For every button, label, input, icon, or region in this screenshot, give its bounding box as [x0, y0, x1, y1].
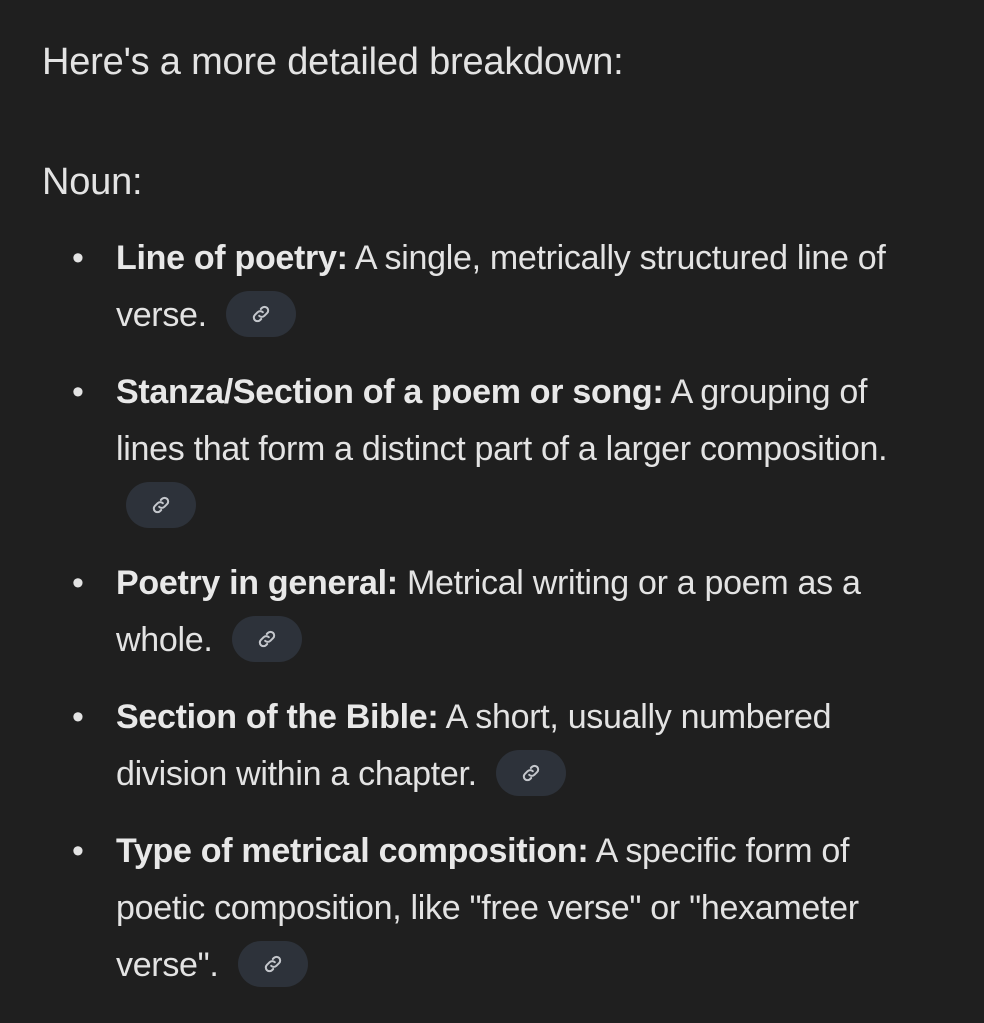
bullet: •	[72, 239, 84, 277]
definition-text: A single, metrically structured line of verse.	[116, 239, 886, 334]
definition-text: A short, usually numbered division within a chapter.	[116, 698, 832, 793]
bullet: •	[72, 373, 84, 411]
bullet: •	[72, 832, 84, 870]
list-item	[42, 364, 944, 535]
link-icon	[250, 303, 272, 325]
definition-term: Line of poetry:	[116, 239, 348, 277]
link-icon	[520, 762, 542, 784]
list-item	[42, 689, 944, 803]
citation-link-button[interactable]	[232, 616, 302, 662]
definition-text: Metrical writing or a poem as a whole.	[116, 564, 861, 659]
section-heading-noun: Noun:	[42, 161, 143, 203]
definition-term: Type of metrical composition:	[116, 832, 589, 870]
citation-link-button[interactable]	[126, 482, 196, 528]
link-icon	[262, 953, 284, 975]
definition-list	[42, 230, 944, 994]
link-icon	[150, 494, 172, 516]
bullet: •	[72, 698, 84, 736]
definition-term: Poetry in general:	[116, 564, 398, 602]
intro-text: Here's a more detailed breakdown:	[42, 41, 624, 83]
list-item	[42, 555, 944, 669]
definition-text: A specific form of poetic composition, like "free verse" or "hexameter verse".	[116, 832, 859, 984]
definition-term: Stanza/Section of a poem or song:	[116, 373, 664, 411]
citation-link-button[interactable]	[496, 750, 566, 796]
list-item	[42, 230, 944, 344]
definition-term: Section of the Bible:	[116, 698, 439, 736]
bullet: •	[72, 564, 84, 602]
citation-link-button[interactable]	[238, 941, 308, 987]
list-item	[42, 823, 944, 994]
citation-link-button[interactable]	[226, 291, 296, 337]
link-icon	[256, 628, 278, 650]
definition-text: A grouping of lines that form a distinct part of a larger composition.	[116, 373, 888, 468]
